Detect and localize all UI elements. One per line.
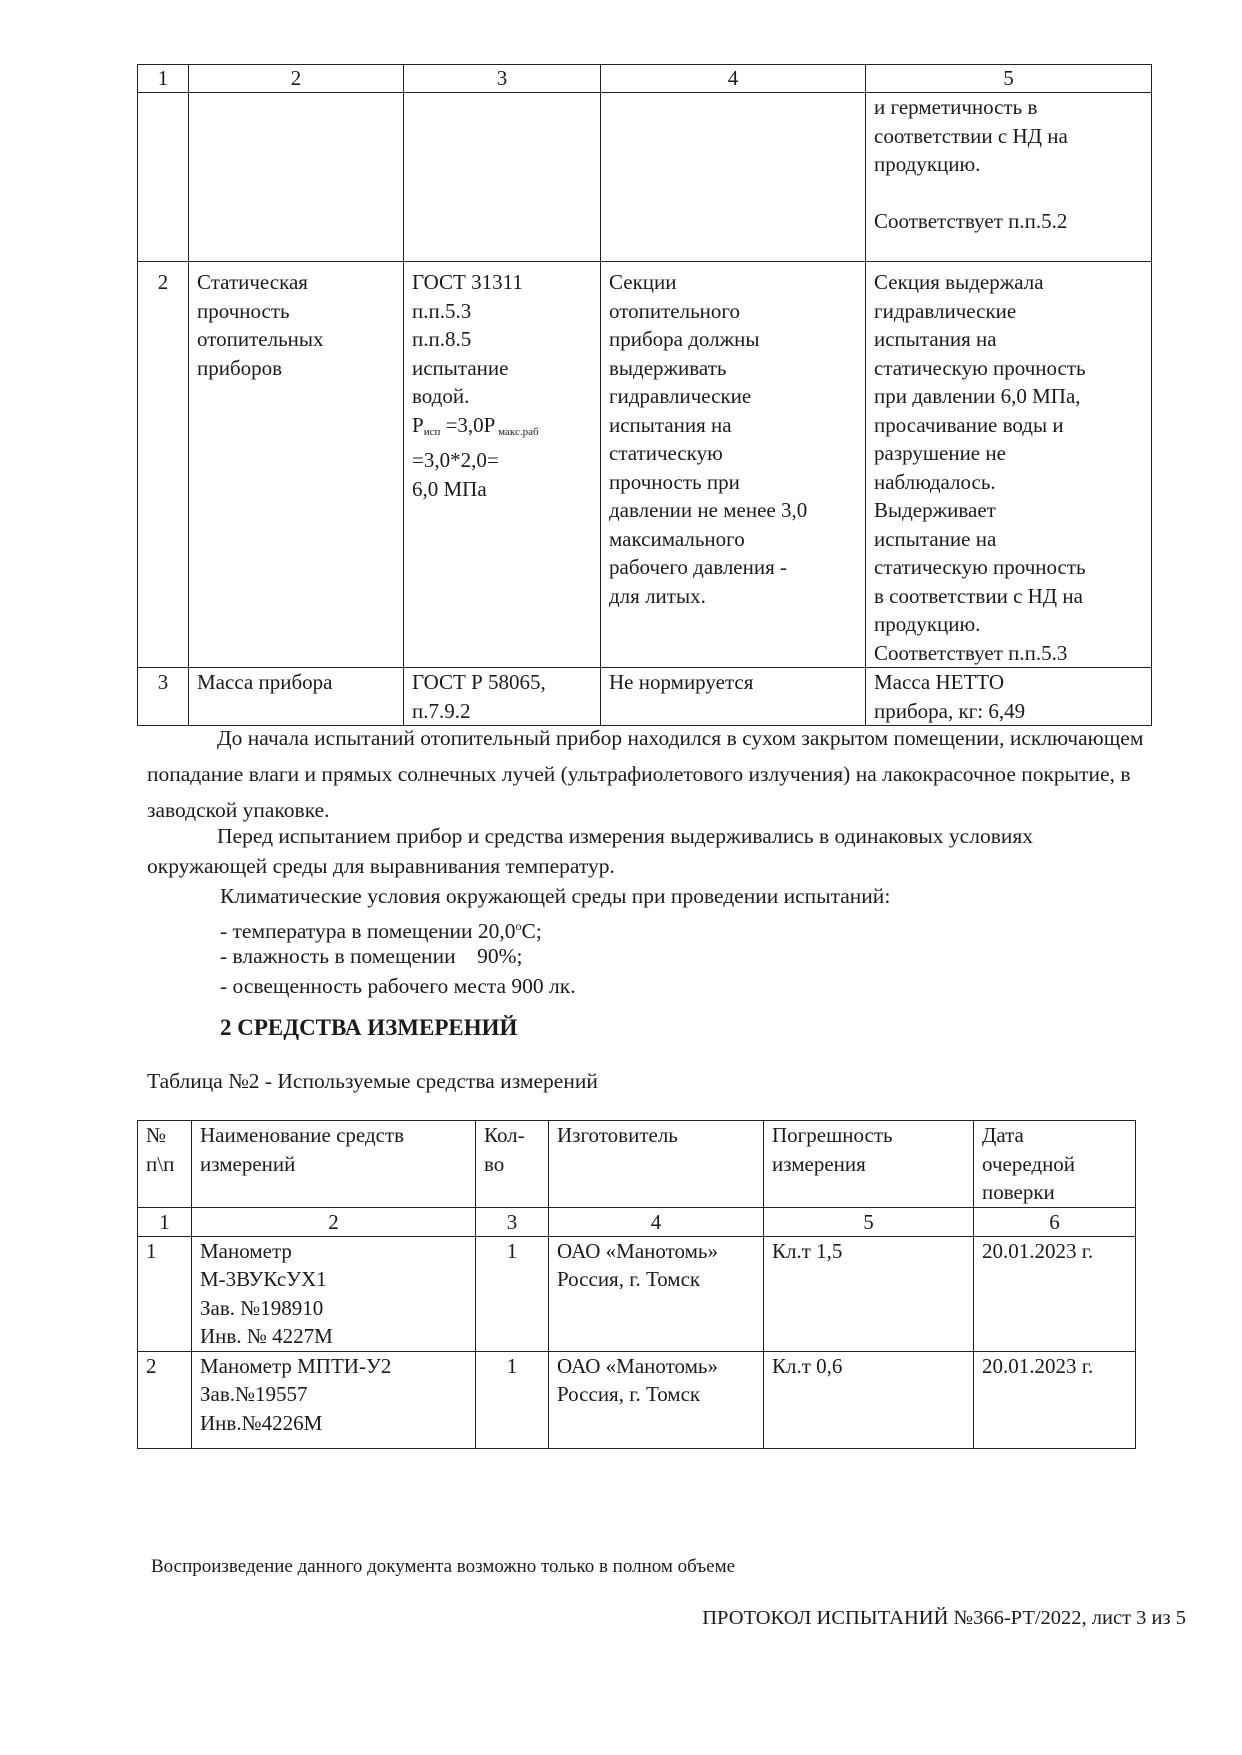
row-number: 1 <box>138 1236 192 1351</box>
formula-middle: =3,0Р <box>440 412 496 437</box>
result-cell: Масса НЕТТО прибора, кг: 6,49 <box>866 668 1152 726</box>
table-row <box>138 668 1152 726</box>
test-results-table <box>137 64 1152 726</box>
degree-sign: о <box>515 919 522 933</box>
table-row <box>138 1236 1136 1351</box>
paragraph-storage: До начала испытаний отопительный прибор находился в сухом закрытом помещении, исключающем попадание влаги и прямых солнечных лучей (ультрафиолетового излучения) на лакокрасочное покрытие, в заводской упаковке. <box>147 726 1144 822</box>
method-text: ГОСТ 31311 п.п.5.3 п.п.8.5 испытание водой. <box>412 270 523 408</box>
paragraph-climate: Климатические условия окружающей среды при проведении испытаний: <box>220 884 891 908</box>
column-number: 5 <box>866 65 1152 93</box>
column-number: 3 <box>404 65 601 93</box>
parameter-name: Масса прибора <box>189 668 404 726</box>
result-cell: и герметичность в соответствии с НД на продукцию. Соответствует п.п.5.2 <box>866 93 1152 262</box>
column-number: 4 <box>549 1207 764 1236</box>
paragraph-conditioning: Перед испытанием прибор и средства измерения выдерживались в одинаковых условиях окружающей среды для выравнивания температур. <box>147 824 1034 878</box>
instrument-verification-date: 20.01.2023 г. <box>974 1236 1136 1351</box>
formula-result: =3,0*2,0= 6,0 МПа <box>412 448 499 501</box>
instrument-quantity: 1 <box>476 1351 549 1448</box>
table-column-numbers <box>138 1207 1136 1236</box>
empty-cell <box>601 93 866 262</box>
formula-subscript: макс.раб <box>495 425 539 438</box>
temperature-unit: С; <box>521 919 542 944</box>
header-accuracy: Погрешность измерения <box>764 1121 974 1208</box>
instrument-name: Манометр МПТИ-У2 Зав.№19557 Инв.№4226М <box>192 1351 476 1448</box>
parameter-name: Статическая прочность отопительных приборов <box>189 262 404 668</box>
empty-cell <box>189 93 404 262</box>
instrument-manufacturer: ОАО «Манотомь» Россия, г. Томск <box>549 1236 764 1351</box>
header-quantity: Кол- во <box>476 1121 549 1208</box>
requirement-cell: Не нормируется <box>601 668 866 726</box>
row-number: 2 <box>138 262 189 668</box>
row-number: 2 <box>138 1351 192 1448</box>
header-manufacturer: Изготовитель <box>549 1121 764 1208</box>
table-row <box>138 93 1152 262</box>
result-cell: Секция выдержала гидравлические испытания на статическую прочность при давлении 6,0 МПа, просачивание воды и разрушение не наблюдалось. Выдерживает испытание на статическую прочность в соответствии с НД на продукцию. Соответствует п.п.5.3 <box>866 262 1152 668</box>
row-number: 3 <box>138 668 189 726</box>
empty-cell <box>404 93 601 262</box>
measuring-instruments-table <box>137 1120 1136 1449</box>
protocol-footer: ПРОТОКОЛ ИСПЫТАНИЙ №366-РТ/2022, лист 3 из 5 <box>702 1607 1186 1629</box>
requirement-cell: Секции отопительного прибора должны выдерживать гидравлические испытания на статическую прочность при давлении не менее 3,0 максимального рабочего давления - для литых. <box>601 262 866 668</box>
section-title: 2 СРЕДСТВА ИЗМЕРЕНИЙ <box>220 1015 518 1040</box>
table-row <box>138 262 1152 668</box>
table-header-row <box>138 65 1152 93</box>
column-number: 4 <box>601 65 866 93</box>
instrument-manufacturer: ОАО «Манотомь» Россия, г. Томск <box>549 1351 764 1448</box>
header-name: Наименование средств измерений <box>192 1121 476 1208</box>
header-number: № п\п <box>138 1121 192 1208</box>
method-cell <box>404 262 601 668</box>
table-header-row <box>138 1121 1136 1208</box>
instrument-name: Манометр М-3ВУКсУХ1 Зав. №198910 Инв. № 4227М <box>192 1236 476 1351</box>
reproduction-note: Воспроизведение данного документа возможно только в полном объеме <box>151 1556 736 1577</box>
method-cell: ГОСТ Р 58065, п.7.9.2 <box>404 668 601 726</box>
formula-symbol: Р <box>412 412 424 437</box>
instrument-quantity: 1 <box>476 1236 549 1351</box>
condition-humidity: - влажность в помещении 90%; <box>220 944 523 968</box>
pressure-formula <box>412 411 592 447</box>
instrument-accuracy: Кл.т 1,5 <box>764 1236 974 1351</box>
column-number: 3 <box>476 1207 549 1236</box>
empty-cell <box>138 93 189 262</box>
instrument-accuracy: Кл.т 0,6 <box>764 1351 974 1448</box>
condition-illumination: - освещенность рабочего места 900 лк. <box>220 974 576 998</box>
column-number: 1 <box>138 1207 192 1236</box>
table-caption: Таблица №2 - Используемые средства измерений <box>147 1069 598 1093</box>
column-number: 1 <box>138 65 189 93</box>
column-number: 5 <box>764 1207 974 1236</box>
temperature-text: - температура в помещении 20,0 <box>220 919 516 944</box>
column-number: 6 <box>974 1207 1136 1236</box>
formula-subscript: исп <box>423 425 441 438</box>
table-row <box>138 1351 1136 1448</box>
column-number: 2 <box>192 1207 476 1236</box>
column-number: 2 <box>189 65 404 93</box>
instrument-verification-date: 20.01.2023 г. <box>974 1351 1136 1448</box>
header-verification-date: Дата очередной поверки <box>974 1121 1136 1208</box>
